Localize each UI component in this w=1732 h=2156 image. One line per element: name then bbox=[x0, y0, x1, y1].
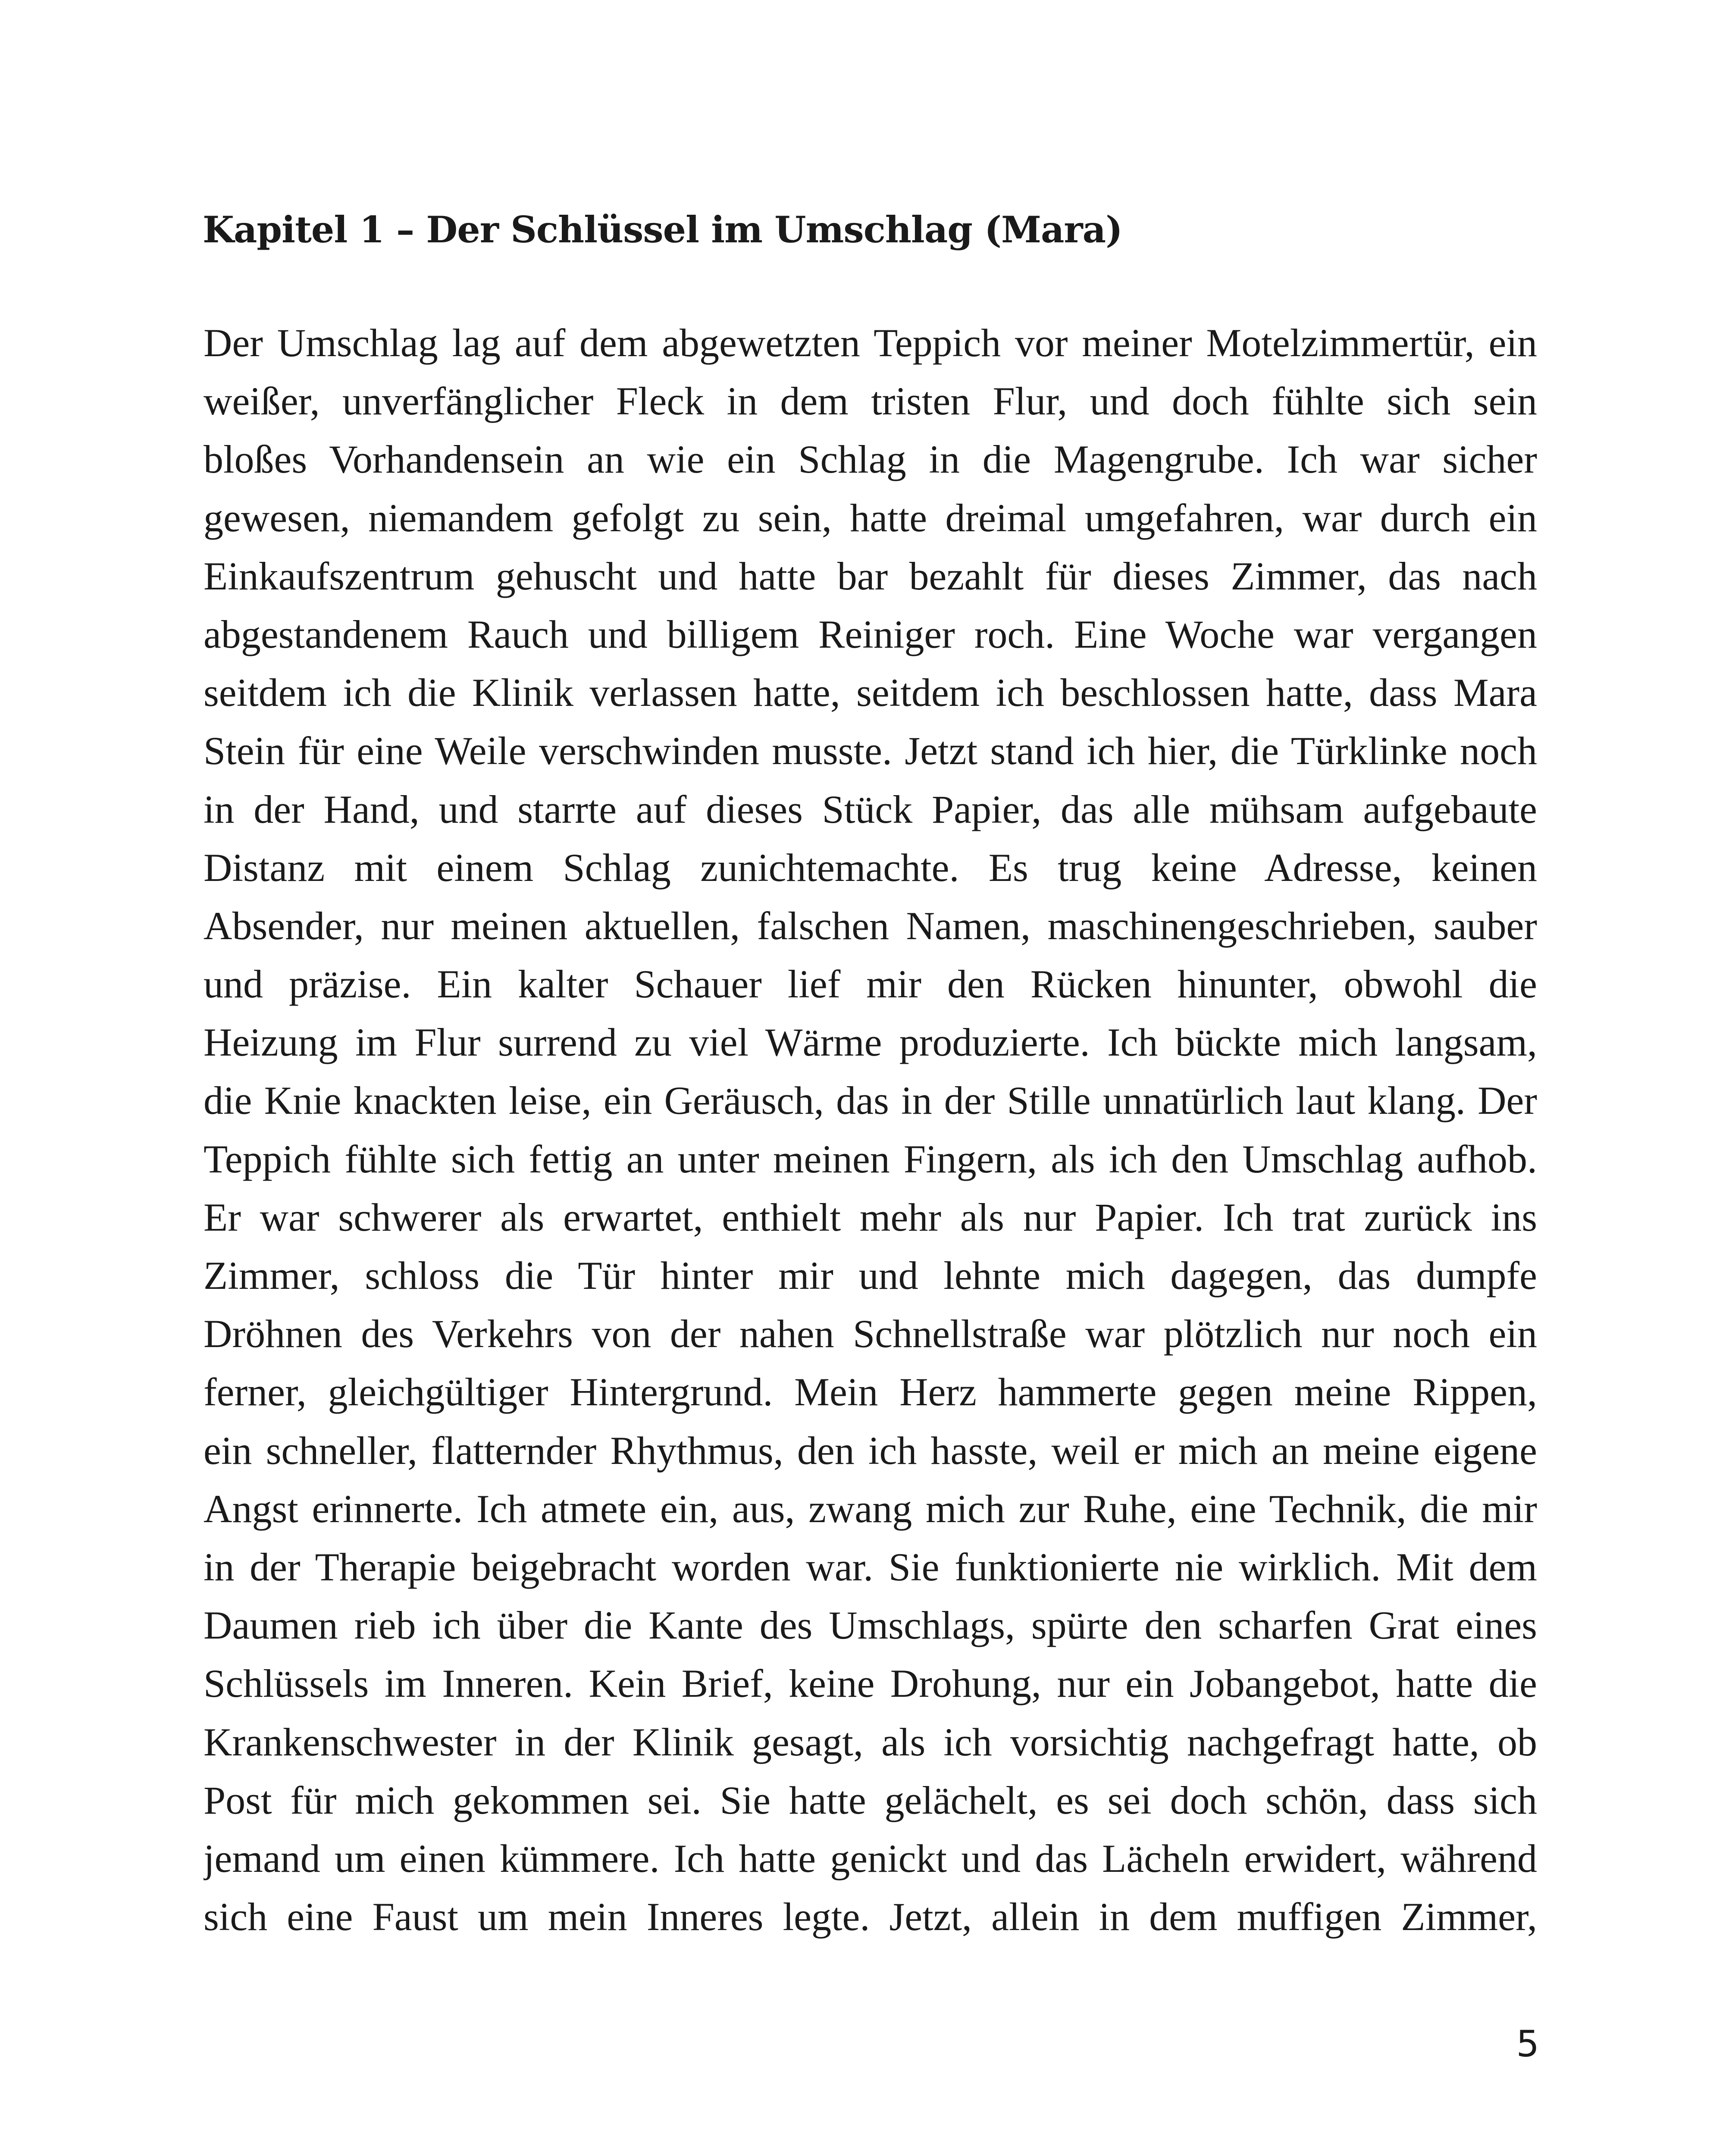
text-line: seitdem ich die Klinik verlassen hatte, seitdem ich beschlossen hatte, dass Mara bbox=[204, 671, 1537, 715]
text-line: in der Therapie beigebracht worden war. Sie funktionierte nie wirklich. Mit dem bbox=[204, 1545, 1537, 1589]
text-line: Dröhnen des Verkehrs von der nahen Schnellstraße war plötzlich nur noch ein bbox=[204, 1312, 1537, 1356]
page-number: 5 bbox=[1516, 2023, 1539, 2065]
text-line: Teppich fühlte sich fettig an unter meinen Fingern, als ich den Umschlag aufhob. bbox=[204, 1137, 1537, 1181]
text-line: sich eine Faust um mein Inneres legte. Jetzt, allein in dem muffigen Zimmer, bbox=[204, 1895, 1537, 1939]
text-line: und präzise. Ein kalter Schauer lief mir den Rücken hinunter, obwohl die bbox=[204, 962, 1537, 1006]
text-line: Heizung im Flur surrend zu viel Wärme produzierte. Ich bückte mich langsam, bbox=[204, 1020, 1537, 1065]
text-line: die Knie knackten leise, ein Geräusch, das in der Stille unnatürlich laut klang. Der bbox=[204, 1078, 1537, 1123]
text-line: Angst erinnerte. Ich atmete ein, aus, zwang mich zur Ruhe, eine Technik, die mir bbox=[204, 1486, 1537, 1531]
text-line: Zimmer, schloss die Tür hinter mir und lehnte mich dagegen, das dumpfe bbox=[204, 1253, 1537, 1297]
chapter-title: Kapitel 1 – Der Schlüssel im Umschlag (Mara) bbox=[203, 208, 1122, 251]
text-line: Der Umschlag lag auf dem abgewetzten Teppich vor meiner Motelzimmertür, ein bbox=[204, 321, 1537, 365]
text-line: Krankenschwester in der Klinik gesagt, als ich vorsichtig nachgefragt hatte, ob bbox=[204, 1720, 1537, 1764]
text-line: Einkaufszentrum gehuscht und hatte bar bezahlt für dieses Zimmer, das nach bbox=[204, 554, 1537, 598]
text-line: Distanz mit einem Schlag zunichtemachte. Es trug keine Adresse, keinen bbox=[204, 845, 1537, 890]
text-line: Er war schwerer als erwartet, enthielt mehr als nur Papier. Ich trat zurück ins bbox=[204, 1195, 1537, 1239]
text-line: Daumen rieb ich über die Kante des Umschlags, spürte den scharfen Grat eines bbox=[204, 1603, 1537, 1648]
text-line: bloßes Vorhandensein an wie ein Schlag in die Magengrube. Ich war sicher bbox=[204, 437, 1537, 482]
text-line: Post für mich gekommen sei. Sie hatte gelächelt, es sei doch schön, dass sich bbox=[204, 1778, 1537, 1822]
text-line: ferner, gleichgültiger Hintergrund. Mein Herz hammerte gegen meine Rippen, bbox=[204, 1370, 1537, 1414]
text-line: in der Hand, und starrte auf dieses Stück Papier, das alle mühsam aufgebaute bbox=[204, 787, 1537, 831]
text-line: weißer, unverfänglicher Fleck in dem tristen Flur, und doch fühlte sich sein bbox=[204, 379, 1537, 423]
text-line: Stein für eine Weile verschwinden musste. Jetzt stand ich hier, die Türklinke noch bbox=[204, 729, 1537, 773]
text-line: Schlüssels im Inneren. Kein Brief, keine Drohung, nur ein Jobangebot, hatte die bbox=[204, 1661, 1537, 1706]
text-line: gewesen, niemandem gefolgt zu sein, hatte dreimal umgefahren, war durch ein bbox=[204, 495, 1537, 540]
body-text bbox=[204, 314, 1537, 1946]
text-line: jemand um einen kümmere. Ich hatte genickt und das Lächeln erwidert, während bbox=[204, 1836, 1537, 1880]
text-line: Absender, nur meinen aktuellen, falschen Namen, maschinengeschrieben, sauber bbox=[204, 903, 1537, 948]
text-line: ein schneller, flatternder Rhythmus, den ich hasste, weil er mich an meine eigene bbox=[204, 1428, 1537, 1473]
text-line: abgestandenem Rauch und billigem Reiniger roch. Eine Woche war vergangen bbox=[204, 612, 1537, 656]
